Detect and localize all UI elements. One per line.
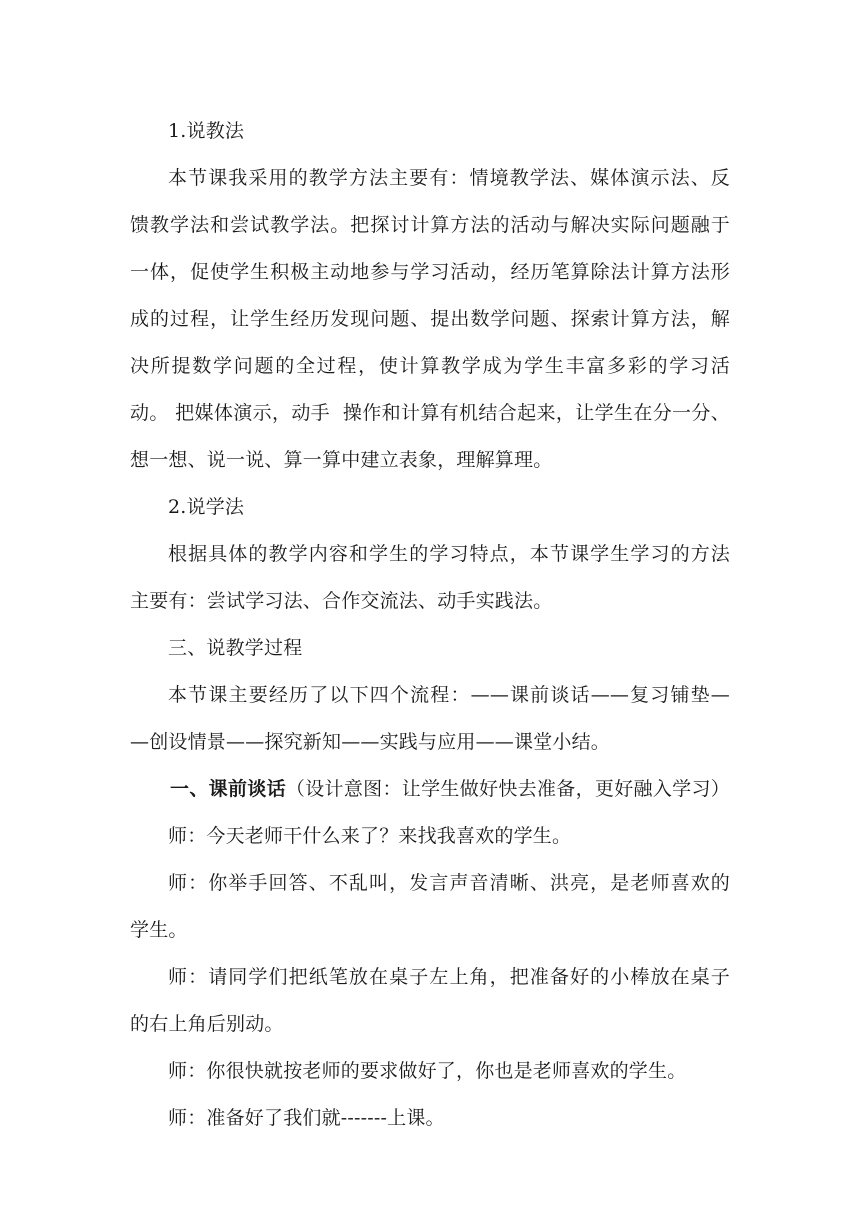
dialogue-line: 师：你举手回答、不乱叫，发言声音清晰、洪亮，是老师喜欢的 (168, 872, 730, 894)
paragraph-line: 本节课主要经历了以下四个流程：——课前谈话——复习铺垫— (168, 684, 730, 706)
dialogue-line: 师：请同学们把纸笔放在桌子左上角，把准备好的小棒放在桌子 (168, 966, 730, 988)
paragraph-line: 动。 把媒体演示，动手 操作和计算有机结合起来，让学生在分一分、 (130, 402, 730, 424)
paragraph-line: 根据具体的教学内容和学生的学习特点，本节课学生学习的方法 (168, 543, 730, 565)
paragraph-line: 主要有：尝试学习法、合作交流法、动手实践法。 (130, 590, 553, 612)
heading-teaching-method: 1.说教法 (168, 120, 245, 142)
dialogue-line: 师：准备好了我们就-------上课。 (168, 1107, 445, 1129)
paragraph-line: 想一想、说一说、算一算中建立表象，理解算理。 (130, 449, 553, 471)
paragraph-line: 本节课我采用的教学方法主要有：情境教学法、媒体演示法、反 (168, 167, 730, 189)
heading-teaching-process: 三、说教学过程 (168, 637, 303, 659)
paragraph-line: 决所提数学问题的全过程，使计算教学成为学生丰富多彩的学习活 (130, 355, 730, 377)
paragraph-line: —创设情景——探究新知——实践与应用——课堂小结。 (130, 731, 611, 753)
heading-learning-method: 2.说学法 (168, 496, 245, 518)
section-title: 一、课前谈话 (170, 778, 286, 800)
document-page (130, 108, 730, 1142)
section-heading-pre-class-talk (130, 766, 730, 813)
dialogue-line: 的右上角后别动。 (130, 1013, 284, 1035)
dialogue-line: 学生。 (130, 919, 188, 941)
section-note: （设计意图：让学生做好快去准备，更好融入学习） (285, 778, 730, 800)
paragraph-line: 一体，促使学生积极主动地参与学习活动，经历笔算除法计算方法形 (130, 261, 730, 283)
paragraph-line: 馈教学法和尝试教学法。把探讨计算方法的活动与解决实际问题融于 (130, 214, 730, 236)
paragraph-line: 成的过程，让学生经历发现问题、提出数学问题、探索计算方法，解 (130, 308, 730, 330)
dialogue-line: 师：你很快就按老师的要求做好了，你也是老师喜欢的学生。 (168, 1060, 687, 1082)
dialogue-line: 师：今天老师干什么来了？来找我喜欢的学生。 (168, 825, 572, 847)
